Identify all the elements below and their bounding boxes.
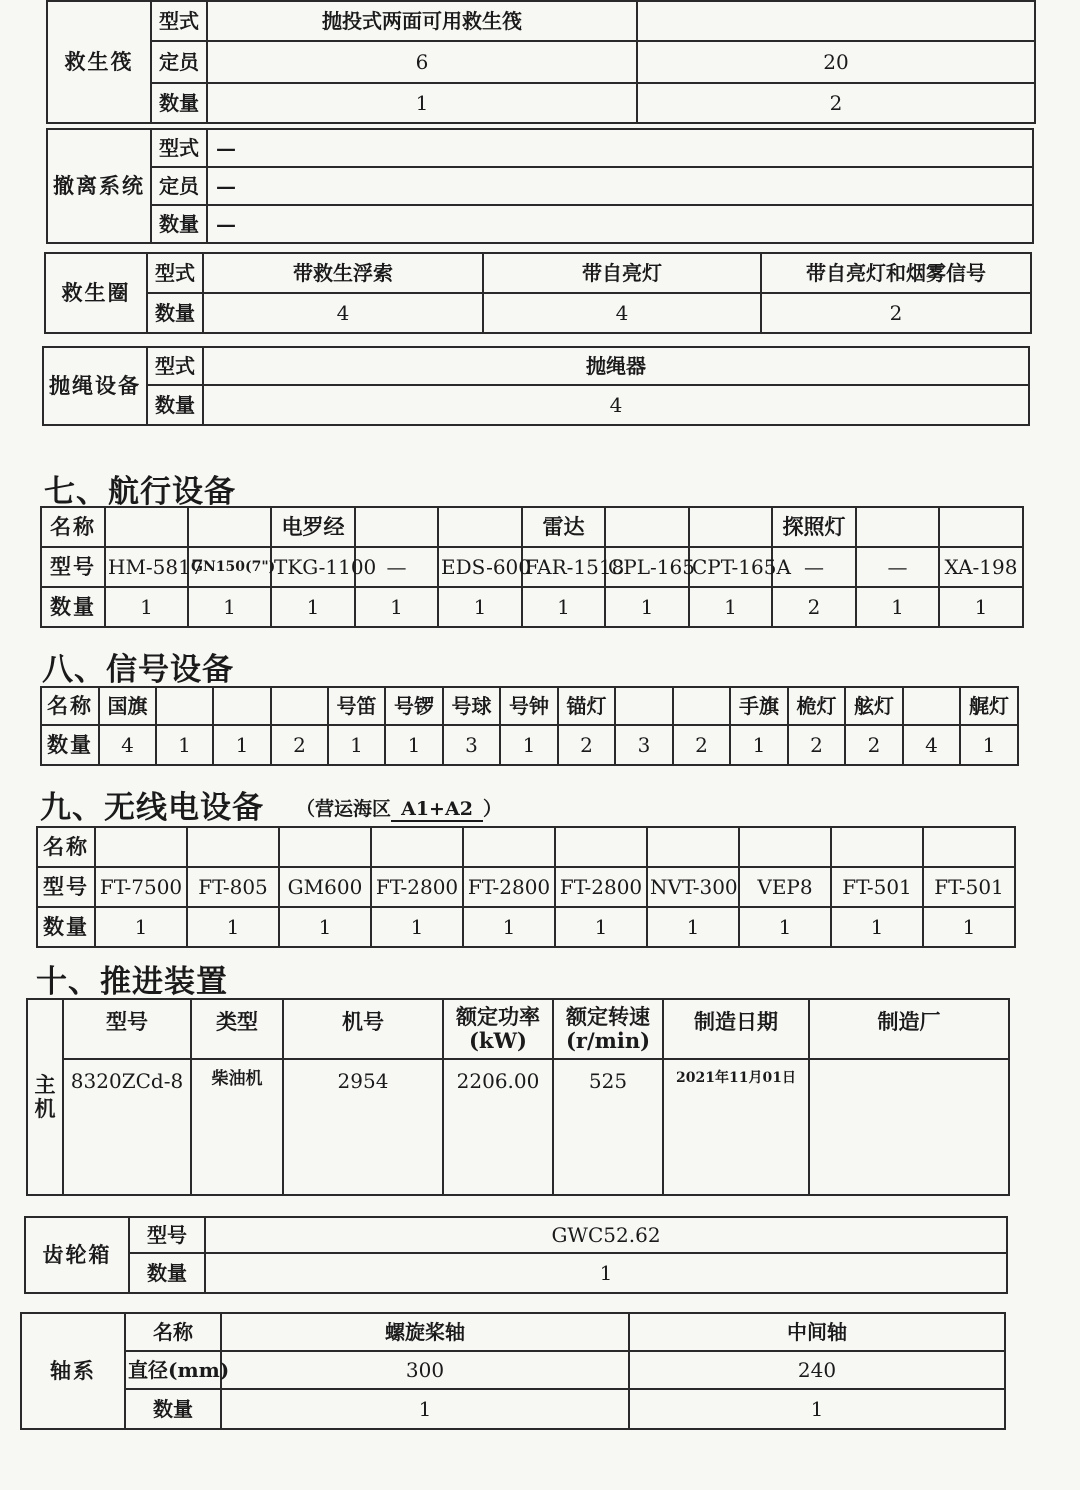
engine-power: 2206.00 — [443, 1059, 553, 1195]
radio-model: FT-7500 — [95, 867, 187, 907]
radio-name — [371, 827, 463, 867]
signal-quantity: 2 — [788, 725, 845, 765]
section-10-title: 十、推进装置 — [36, 964, 228, 1000]
engine-header-power: 额定功率(kW) — [443, 999, 553, 1059]
row-label: 数量 — [129, 1253, 205, 1293]
nav-quantity: 1 — [355, 587, 438, 627]
liferaft-quantity-1: 1 — [207, 83, 637, 123]
nav-model: TKG-1100 — [271, 547, 355, 587]
signal-name: 号锣 — [385, 687, 443, 725]
lifebuoy-type-3: 带自亮灯和烟雾信号 — [761, 253, 1031, 293]
shaft-name-2: 中间轴 — [629, 1313, 1005, 1351]
signal-quantity: 1 — [385, 725, 443, 765]
liferaft-label: 救生筏 — [47, 1, 151, 123]
nav-name — [188, 507, 271, 547]
row-label: 名称 — [41, 687, 99, 725]
signal-quantity: 2 — [558, 725, 615, 765]
signal-name: 手旗 — [730, 687, 788, 725]
nav-quantity: 1 — [271, 587, 355, 627]
nav-model: — — [355, 547, 438, 587]
sea-area-note — [296, 794, 502, 822]
nav-name — [939, 507, 1023, 547]
shaft-name-1: 螺旋桨轴 — [221, 1313, 629, 1351]
signal-quantity: 4 — [903, 725, 960, 765]
lifebuoy-quantity-2: 4 — [483, 293, 761, 333]
shaft-quantity-2: 1 — [629, 1389, 1005, 1429]
lifebuoy-quantity-1: 4 — [203, 293, 483, 333]
radio-model: FT-805 — [187, 867, 279, 907]
nav-model: XA-198 — [939, 547, 1023, 587]
signal-name — [615, 687, 673, 725]
radio-model: GM600 — [279, 867, 371, 907]
engine-header-type: 类型 — [191, 999, 283, 1059]
nav-name: 探照灯 — [772, 507, 856, 547]
radio-quantity: 1 — [463, 907, 555, 947]
signal-name: 号钟 — [500, 687, 558, 725]
line-throwing-table — [42, 346, 1030, 426]
radio-name — [831, 827, 923, 867]
radio-model: NVT-300 — [647, 867, 739, 907]
sea-area-close: ） — [483, 798, 503, 820]
row-label: 数量 — [41, 587, 105, 627]
row-label: 型号 — [37, 867, 95, 907]
signal-quantity: 1 — [213, 725, 271, 765]
engine-date: 2021年11月01日 — [663, 1059, 809, 1195]
nav-model: CPL-165 — [605, 547, 689, 587]
liferaft-type-1: 抛投式两面可用救生筏 — [207, 1, 637, 41]
row-label: 型式 — [151, 129, 207, 167]
radio-quantity: 1 — [647, 907, 739, 947]
row-label: 名称 — [37, 827, 95, 867]
row-label: 名称 — [41, 507, 105, 547]
row-label: 数量 — [147, 385, 203, 425]
signal-name: 艉灯 — [960, 687, 1018, 725]
main-engine-label: 主机 — [27, 999, 63, 1195]
shafting-label: 轴系 — [21, 1313, 125, 1429]
lifebuoy-label: 救生圈 — [45, 253, 147, 333]
signal-quantity: 1 — [500, 725, 558, 765]
lifebuoy-table — [44, 252, 1032, 334]
gearbox-quantity: 1 — [205, 1253, 1007, 1293]
radio-quantity: 1 — [923, 907, 1015, 947]
nav-quantity: 1 — [105, 587, 188, 627]
radio-name — [187, 827, 279, 867]
engine-speed: 525 — [553, 1059, 663, 1195]
radio-model: VEP8 — [739, 867, 831, 907]
signal-quantity: 1 — [960, 725, 1018, 765]
radio-name — [555, 827, 647, 867]
line-throwing-label: 抛绳设备 — [43, 347, 147, 425]
signal-quantity: 1 — [156, 725, 213, 765]
signal-quantity: 2 — [845, 725, 903, 765]
nav-name — [689, 507, 772, 547]
row-label: 直径(mm) — [125, 1351, 221, 1389]
nav-name: 雷达 — [522, 507, 605, 547]
engine-header-serial: 机号 — [283, 999, 443, 1059]
engine-header-maker: 制造厂 — [809, 999, 1009, 1059]
main-engine-table — [26, 998, 1010, 1196]
signal-quantity: 2 — [271, 725, 328, 765]
radio-table — [36, 826, 1016, 948]
shafting-table — [20, 1312, 1006, 1430]
sea-area-label: （营运海区 — [296, 798, 392, 820]
signal-name — [213, 687, 271, 725]
nav-quantity: 1 — [605, 587, 689, 627]
lifebuoy-type-2: 带自亮灯 — [483, 253, 761, 293]
nav-quantity: 1 — [939, 587, 1023, 627]
radio-quantity: 1 — [95, 907, 187, 947]
nav-model: EDS-600 — [438, 547, 522, 587]
nav-model: GN150(7") — [188, 547, 271, 587]
engine-maker — [809, 1059, 1009, 1195]
section-7-title: 七、航行设备 — [44, 474, 236, 510]
signal-quantity: 4 — [99, 725, 156, 765]
nav-quantity: 1 — [522, 587, 605, 627]
radio-name — [647, 827, 739, 867]
nav-model: — — [856, 547, 939, 587]
row-label: 型号 — [129, 1217, 205, 1253]
nav-model: HM-5817 — [105, 547, 188, 587]
engine-model: 8320ZCd-8 — [63, 1059, 191, 1195]
row-label: 数量 — [125, 1389, 221, 1429]
radio-quantity: 1 — [739, 907, 831, 947]
nav-quantity: 2 — [772, 587, 856, 627]
row-label: 型式 — [147, 253, 203, 293]
radio-model: FT-501 — [831, 867, 923, 907]
radio-name — [739, 827, 831, 867]
signal-table — [40, 686, 1019, 766]
radio-quantity: 1 — [371, 907, 463, 947]
row-label: 数量 — [151, 83, 207, 123]
line-throwing-quantity: 4 — [203, 385, 1029, 425]
signal-name: 号笛 — [328, 687, 385, 725]
row-label: 定员 — [151, 41, 207, 83]
liferaft-capacity-1: 6 — [207, 41, 637, 83]
liferaft-capacity-2: 20 — [637, 41, 1035, 83]
nav-name — [856, 507, 939, 547]
signal-quantity: 2 — [673, 725, 730, 765]
signal-quantity: 3 — [443, 725, 500, 765]
signal-name — [156, 687, 213, 725]
section-9-title: 九、无线电设备 — [40, 790, 264, 826]
navigation-table — [40, 506, 1024, 628]
nav-name — [105, 507, 188, 547]
sea-area-value: A1+A2 — [391, 798, 483, 822]
line-throwing-type: 抛绳器 — [203, 347, 1029, 385]
radio-quantity: 1 — [555, 907, 647, 947]
nav-model: CPT-165A — [689, 547, 772, 587]
nav-quantity: 1 — [856, 587, 939, 627]
radio-name — [279, 827, 371, 867]
liferaft-quantity-2: 2 — [637, 83, 1035, 123]
engine-header-model: 型号 — [63, 999, 191, 1059]
signal-name — [673, 687, 730, 725]
row-label: 数量 — [147, 293, 203, 333]
radio-model: FT-501 — [923, 867, 1015, 907]
nav-quantity: 1 — [438, 587, 522, 627]
signal-name — [271, 687, 328, 725]
radio-quantity: 1 — [831, 907, 923, 947]
evacuation-capacity: — — [207, 167, 1033, 205]
signal-quantity: 1 — [730, 725, 788, 765]
lifebuoy-quantity-3: 2 — [761, 293, 1031, 333]
shaft-diameter-2: 240 — [629, 1351, 1005, 1389]
radio-model: FT-2800 — [371, 867, 463, 907]
signal-name — [903, 687, 960, 725]
gearbox-table — [24, 1216, 1008, 1294]
radio-model: FT-2800 — [555, 867, 647, 907]
gearbox-model: GWC52.62 — [205, 1217, 1007, 1253]
engine-header-date: 制造日期 — [663, 999, 809, 1059]
signal-name: 国旗 — [99, 687, 156, 725]
radio-model: FT-2800 — [463, 867, 555, 907]
radio-quantity: 1 — [279, 907, 371, 947]
engine-type: 柴油机 — [191, 1059, 283, 1195]
signal-name: 舷灯 — [845, 687, 903, 725]
nav-quantity: 1 — [188, 587, 271, 627]
nav-quantity: 1 — [689, 587, 772, 627]
nav-model: — — [772, 547, 856, 587]
evacuation-type: — — [207, 129, 1033, 167]
engine-serial: 2954 — [283, 1059, 443, 1195]
row-label: 型式 — [147, 347, 203, 385]
signal-name: 号球 — [443, 687, 500, 725]
shaft-quantity-1: 1 — [221, 1389, 629, 1429]
radio-name — [463, 827, 555, 867]
row-label: 定员 — [151, 167, 207, 205]
nav-name — [355, 507, 438, 547]
radio-name — [923, 827, 1015, 867]
evacuation-table — [46, 128, 1034, 244]
nav-name — [438, 507, 522, 547]
lifebuoy-type-1: 带救生浮索 — [203, 253, 483, 293]
row-label: 数量 — [37, 907, 95, 947]
nav-name: 电罗经 — [271, 507, 355, 547]
nav-name — [605, 507, 689, 547]
signal-name: 锚灯 — [558, 687, 615, 725]
engine-header-speed: 额定转速(r/min) — [553, 999, 663, 1059]
radio-name — [95, 827, 187, 867]
row-label: 型式 — [151, 1, 207, 41]
row-label: 数量 — [151, 205, 207, 243]
row-label: 名称 — [125, 1313, 221, 1351]
gearbox-label: 齿轮箱 — [25, 1217, 129, 1293]
row-label: 型号 — [41, 547, 105, 587]
shaft-diameter-1: 300 — [221, 1351, 629, 1389]
section-8-title: 八、信号设备 — [42, 652, 234, 688]
nav-model: FAR-1518 — [522, 547, 605, 587]
signal-quantity: 1 — [328, 725, 385, 765]
evacuation-quantity: — — [207, 205, 1033, 243]
evacuation-label: 撤离系统 — [47, 129, 151, 243]
liferaft-type-2 — [637, 1, 1035, 41]
row-label: 数量 — [41, 725, 99, 765]
signal-name: 桅灯 — [788, 687, 845, 725]
radio-quantity: 1 — [187, 907, 279, 947]
liferaft-table — [46, 0, 1036, 124]
signal-quantity: 3 — [615, 725, 673, 765]
